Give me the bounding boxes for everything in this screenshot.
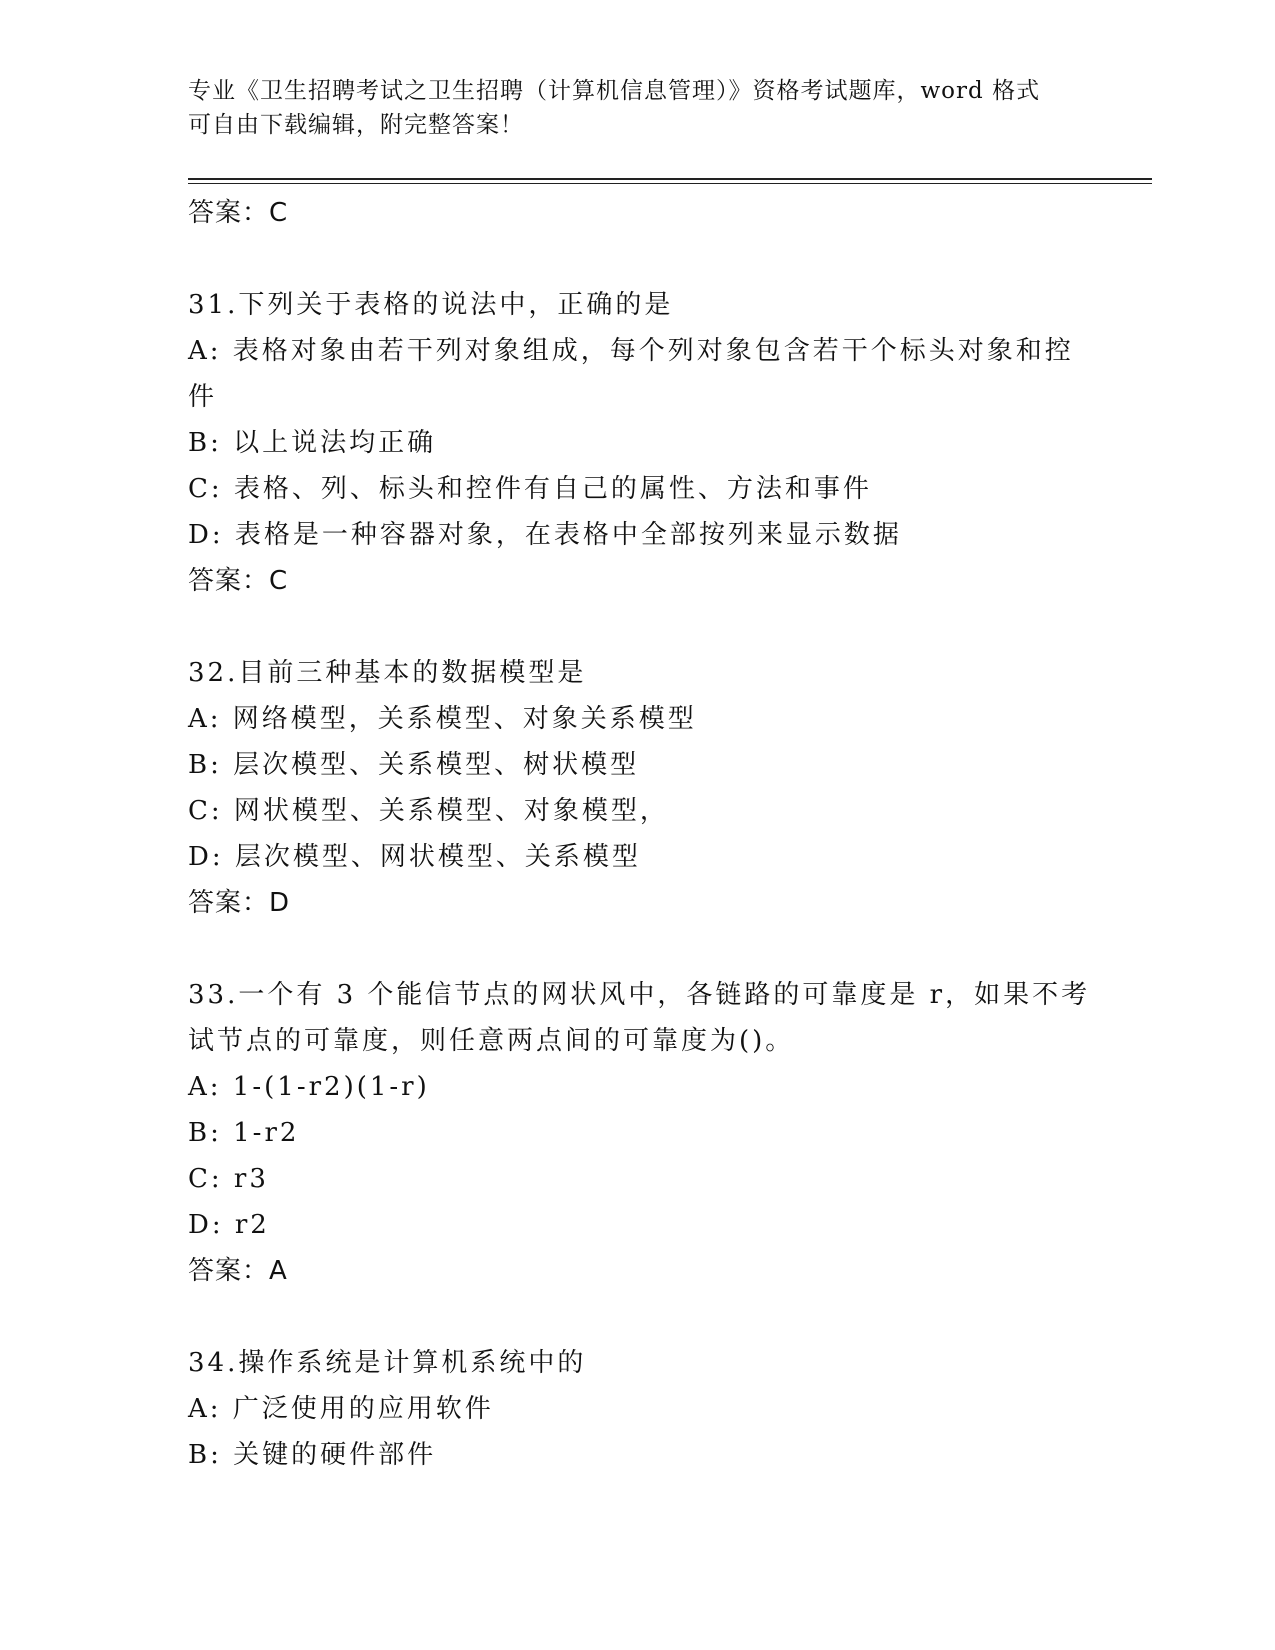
option-d: D: r2 xyxy=(188,1210,270,1240)
question-list xyxy=(188,190,1091,1478)
spacer xyxy=(188,236,1088,282)
question-31 xyxy=(188,282,1088,604)
spacer xyxy=(188,604,1088,650)
question-stem: 32.目前三种基本的数据模型是 xyxy=(188,658,587,688)
question-stem: 34.操作系统是计算机系统中的 xyxy=(188,1348,587,1378)
spacer xyxy=(188,926,1088,972)
option-c: C: 表格、列、标头和控件有自己的属性、方法和事件 xyxy=(188,474,872,504)
document-header xyxy=(188,74,1088,142)
option-d: D: 表格是一种容器对象，在表格中全部按列来显示数据 xyxy=(188,520,902,550)
question-33 xyxy=(188,972,1091,1294)
question-stem-continued: 试节点的可靠度，则任意两点间的可靠度为()。 xyxy=(188,1026,795,1056)
question-stem: 33.一个有 3 个能信节点的网状风中，各链路的可靠度是 r，如果不考 xyxy=(188,980,1091,1010)
option-b: B: 1-r2 xyxy=(188,1118,300,1148)
option-a: A: 广泛使用的应用软件 xyxy=(188,1394,494,1424)
answer: 答案：D xyxy=(188,888,291,918)
answer: 答案：C xyxy=(188,566,289,596)
option-a: A: 表格对象由若干列对象组成，每个列对象包含若干个标头对象和控 xyxy=(188,336,1074,366)
option-b: B: 层次模型、关系模型、树状模型 xyxy=(188,750,640,780)
question-34 xyxy=(188,1340,1088,1478)
header-line-2: 可自由下载编辑，附完整答案！ xyxy=(188,112,524,138)
option-d: D: 层次模型、网状模型、关系模型 xyxy=(188,842,641,872)
spacer xyxy=(188,1294,1088,1340)
option-b: B: 以上说法均正确 xyxy=(188,428,437,458)
question-32 xyxy=(188,650,1088,926)
header-divider-thick xyxy=(188,178,1152,180)
answer: 答案：A xyxy=(188,1256,288,1286)
option-a: A: 1-(1-r2)(1-r) xyxy=(188,1072,430,1102)
option-c: C: 网状模型、关系模型、对象模型， xyxy=(188,796,669,826)
previous-answer: 答案：C xyxy=(188,198,289,228)
option-c: C: r3 xyxy=(188,1164,269,1194)
option-a: A: 网络模型，关系模型、对象关系模型 xyxy=(188,704,697,734)
option-a-continued: 件 xyxy=(188,382,218,412)
header-line-1: 专业《卫生招聘考试之卫生招聘（计算机信息管理）》资格考试题库，word 格式 xyxy=(188,78,1041,104)
question-stem: 31.下列关于表格的说法中，正确的是 xyxy=(188,290,674,320)
option-b: B: 关键的硬件部件 xyxy=(188,1440,437,1470)
header-divider-thin xyxy=(188,183,1152,184)
